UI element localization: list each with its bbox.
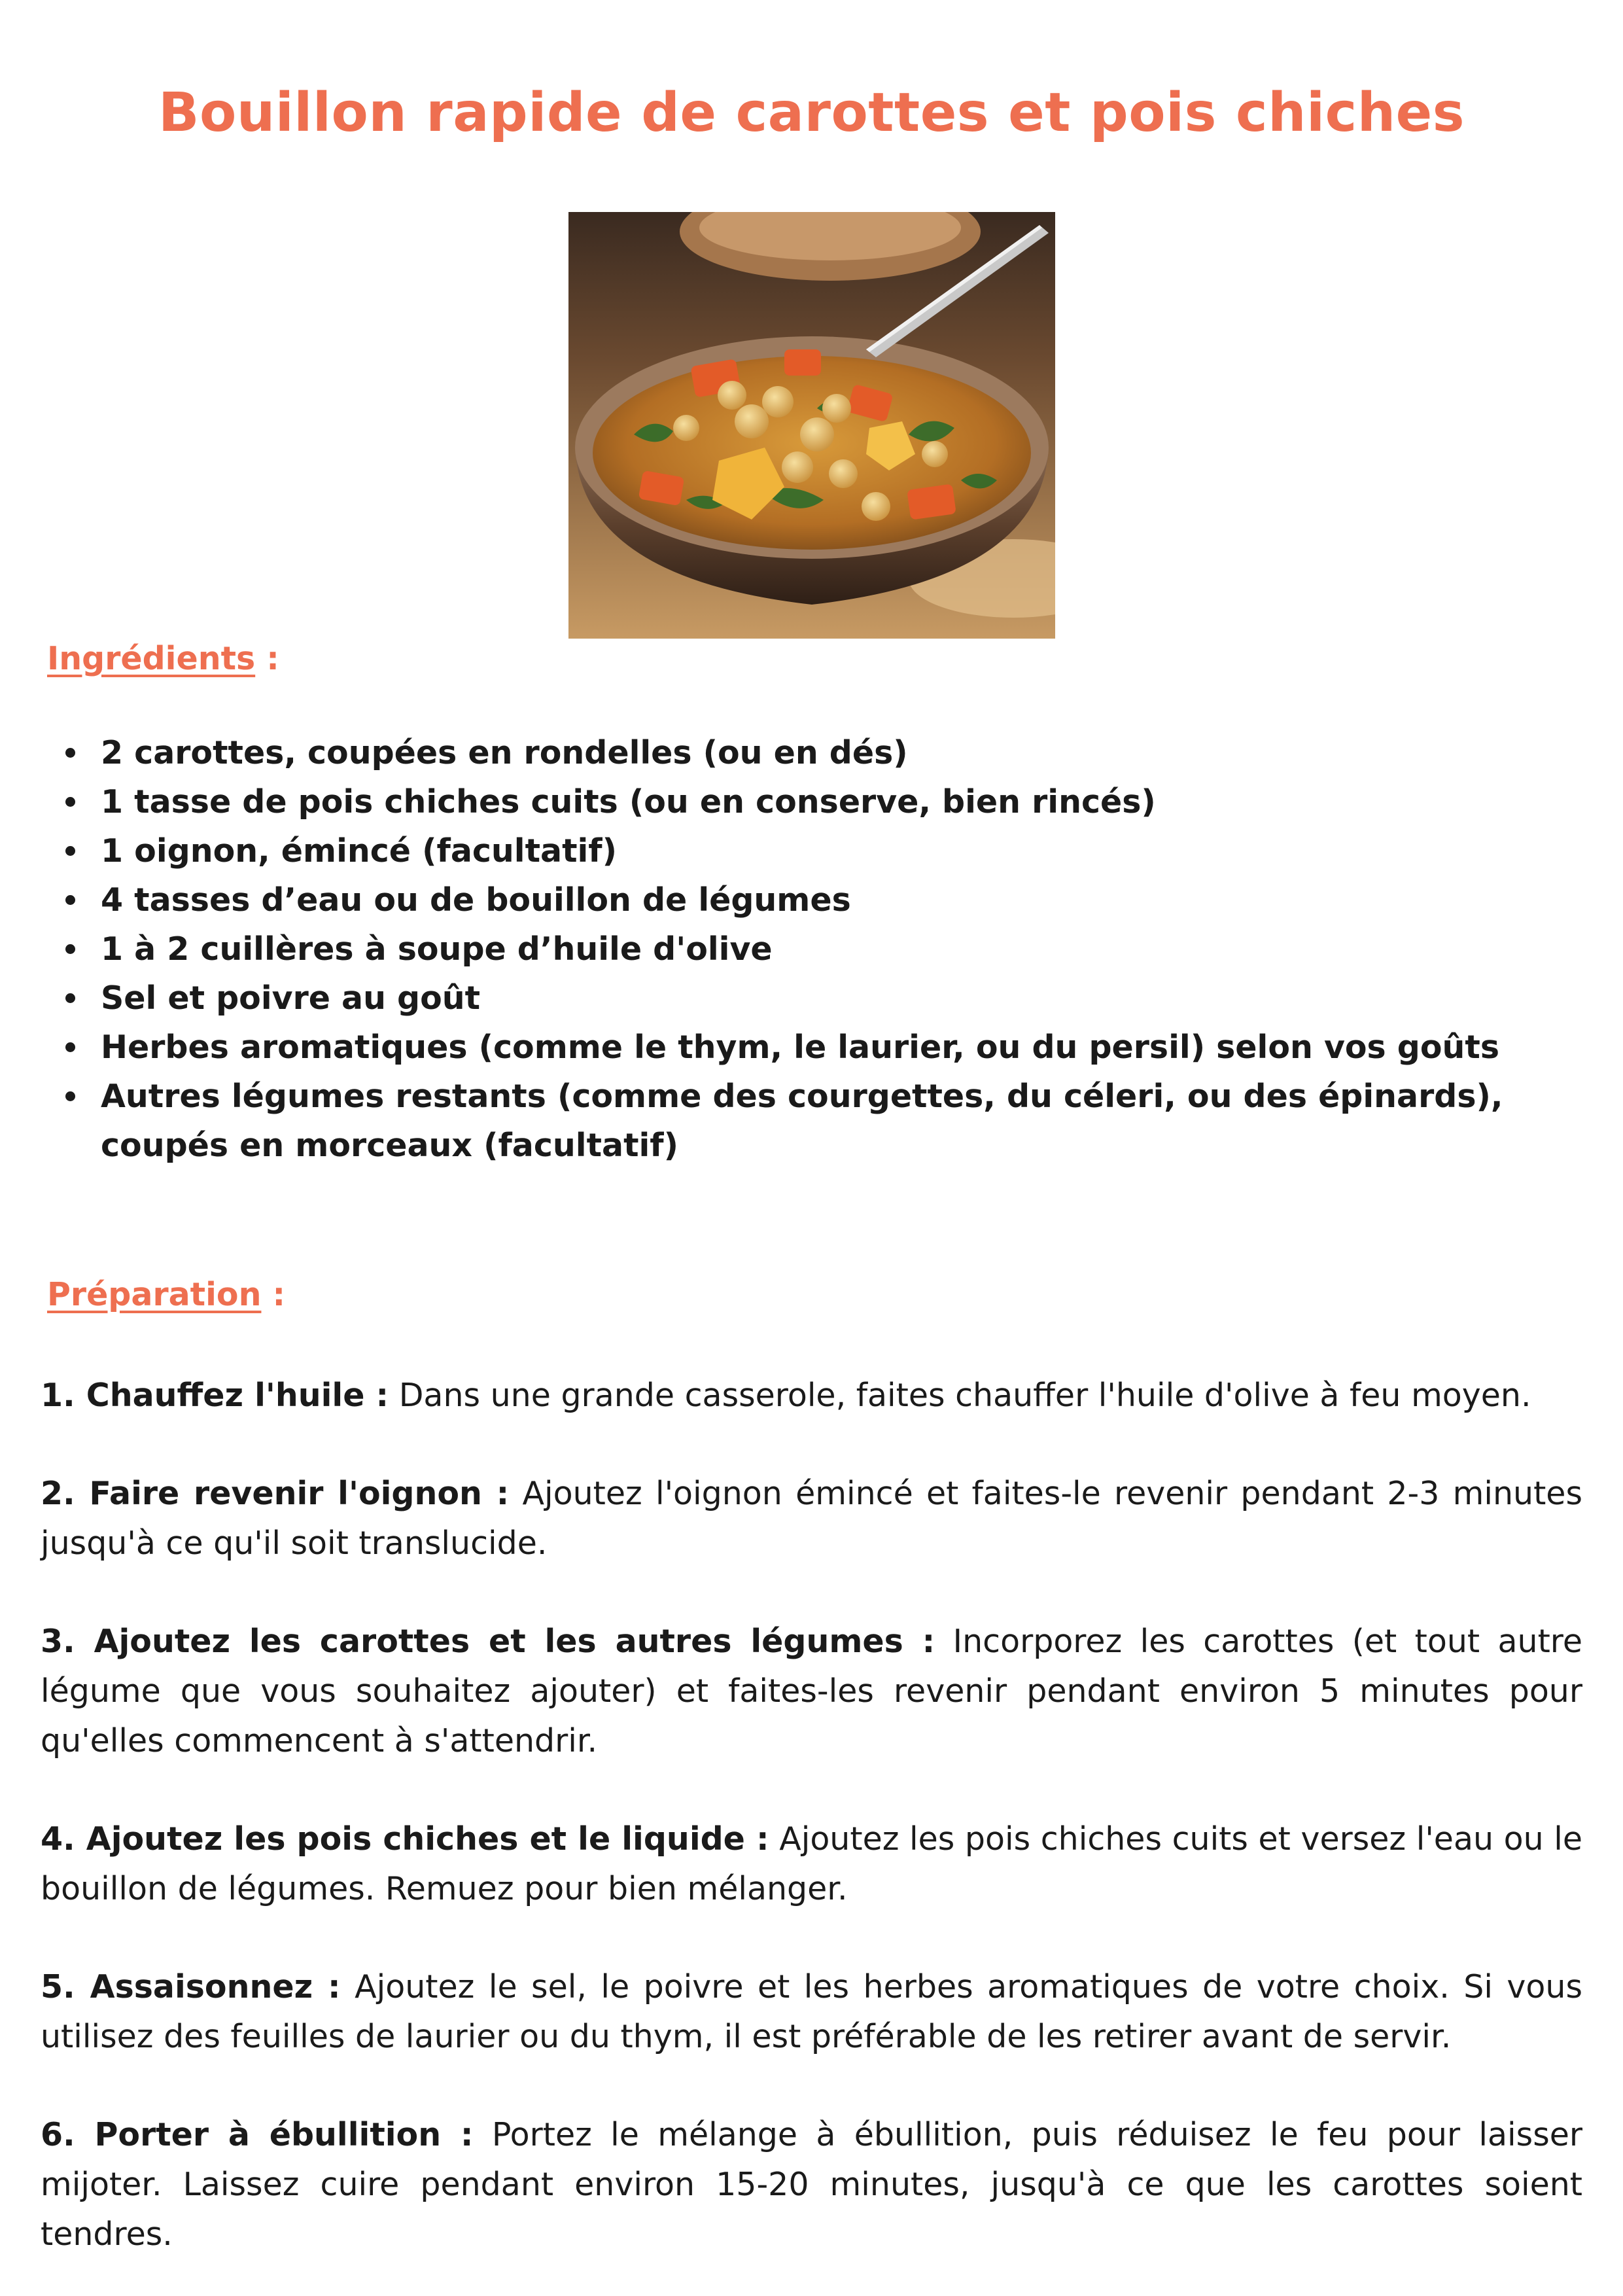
step-text: Ajoutez l'oignon émincé et faites-le revenir pendant 2-3 minutes jusqu'à ce qu'il soit translucide. [41,1475,1582,1562]
ingredient-item: 2 carottes, coupées en rondelles (ou en dés) [101,728,1582,777]
step-6 [41,2110,1582,2259]
step-text: Portez le mélange à ébullition, puis réduisez le feu pour laisser mijoter. Laissez cuire pendant environ 15-20 minutes, jusqu'à ce que les carottes soient tendres. [41,2116,1583,2253]
preparation-heading [41,1276,1582,1313]
ingredient-item: 4 tasses d’eau ou de bouillon de légumes [101,875,1582,925]
ingredients-heading-label: Ingrédients [47,640,256,677]
step-text: Dans une grande casserole, faites chauffer l'huile d'olive à feu moyen. [398,1377,1531,1414]
ingredient-item: 1 tasse de pois chiches cuits (ou en conserve, bien rincés) [101,777,1582,826]
ingredient-item: Sel et poivre au goût [101,974,1582,1023]
step-title: 1. Chauffez l'huile : [41,1377,389,1414]
ingredients-heading [41,640,1582,677]
preparation-heading-label: Préparation [47,1276,262,1313]
step-title: 4. Ajoutez les pois chiches et le liquide : [41,1820,769,1858]
step-1 [41,1371,1582,1421]
step-4 [41,1814,1582,1914]
preparation-heading-colon: : [261,1276,286,1313]
ingredient-item: 1 à 2 cuillères à soupe d’huile d'olive [101,925,1582,974]
step-title: 5. Assaisonnez : [41,1968,341,2005]
ingredient-item: Herbes aromatiques (comme le thym, le laurier, ou du persil) selon vos goûts [101,1023,1582,1072]
ingredients-heading-colon: : [255,640,279,677]
step-text: Ajoutez les pois chiches cuits et versez l'eau ou le bouillon de légumes. Remuez pour bien mélanger. [41,1820,1583,1907]
step-2 [41,1469,1582,1568]
preparation-steps [41,1371,1582,2259]
ingredient-item: 1 oignon, émincé (facultatif) [101,826,1582,875]
step-text: Ajoutez le sel, le poivre et les herbes aromatiques de votre choix. Si vous utilisez des feuilles de laurier ou du thym, il est préférable de les retirer avant de servir. [41,1968,1582,2055]
step-title: 3. Ajoutez les carottes et les autres légumes : [41,1623,935,1660]
ingredients-list [41,728,1582,1170]
step-5 [41,1962,1582,2062]
page-title: Bouillon rapide de carottes et pois chiches [158,82,1465,144]
step-text: Incorporez les carottes (et tout autre légume que vous souhaitez ajouter) et faites-les revenir pendant environ 5 minutes pour qu'elles commencent à s'attendrir. [41,1623,1582,1759]
step-title: 6. Porter à ébullition : [41,2116,474,2153]
ingredient-item: Autres légumes restants (comme des courgettes, du céleri, ou des épinards), coupés en morceaux (facultatif) [101,1072,1582,1170]
soup-photo [568,212,1055,639]
step-title: 2. Faire revenir l'oignon : [41,1475,510,1512]
step-3 [41,1617,1582,1766]
